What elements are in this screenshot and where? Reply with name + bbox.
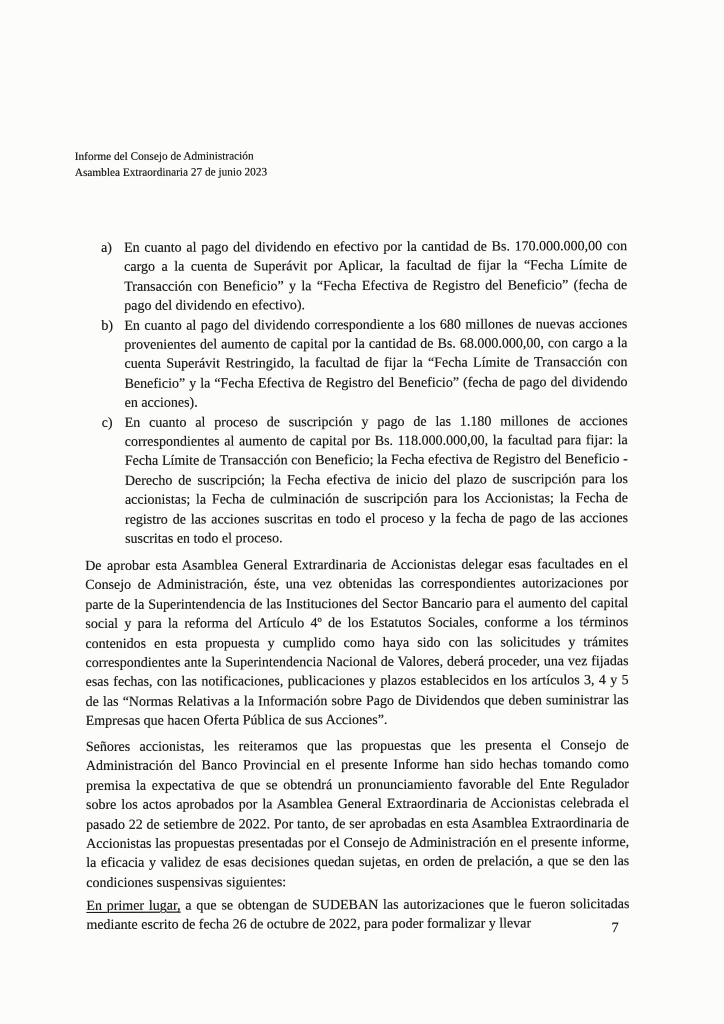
list-text-a: En cuanto al pago del dividendo en efectivo por la cantidad de Bs. 170.000.000,00 con cargo a la cuenta de Superávit por Aplicar, la facultad de fijar la “Fecha Límite de Transacción con Beneficio” y la “Fecha Efectiva de Registro del Beneficio” (fecha de pago del dividendo en efectivo). <box>124 239 628 315</box>
list-item-b <box>84 315 627 414</box>
list-text-b: En cuanto al pago del dividendo correspondiente a los 680 millones de nuevas acciones provenientes del aumento de capital por la cantidad de Bs. 68.000.000,00, con cargo a la cuenta Superávit Restringido, la facultad de fijar la “Fecha Límite de Transacción con Beneficio” y la “Fecha Efectiva de Registro del Beneficio” (fecha de pago del dividendo en acciones). <box>124 316 628 412</box>
list-item-c <box>85 412 628 550</box>
underlined-phrase-en-primer-lugar: En primer lugar, <box>86 898 181 914</box>
list-text-c: En cuanto al proceso de suscripción y pago de las 1.180 millones de acciones correspondientes al aumento de capital por Bs. 118.000.000,00, la facultad para fijar: la Fecha Límite de Transacción con Beneficio; la Fecha efectiva de Registro del Beneficio - Derecho de suscripción; la Fecha efectiva de inicio del plazo de suscripción para los accionistas; la Fecha de culminación de suscripción para los Accionistas; la Fecha de registro de las acciones suscritas en todo el proceso y la fecha de pago de las acciones suscritas en todo el proceso. <box>124 413 629 547</box>
paragraph-delegation: De aprobar esta Asamblea General Extrardinaria de Accionistas delegar esas facultades en el Consejo de Administración, éste, una vez obtenidas las correspondientes autorizaciones por parte de la Superintendencia de las Instituciones del Sector Bancario para el aumento del capital social y para la reforma del Artículo 4º de los Estatutos Sociales, conforme a los términos contenidos en esta propuesta y cumplido como haya sido con las solicitudes y trámites correspondientes ante la Superintendencia Nacional de Valores, deberá proceder, una vez fijadas esas fechas, con las notificaciones, publicaciones y plazos establecidos en los artículos 3, 4 y 5 de las “Normas Relativas a la Información sobre Pago de Dividendos que deben suministrar las Empresas que hacen Oferta Pública de sus Acciones”. <box>85 557 629 730</box>
page-number: 7 <box>611 920 619 937</box>
list-marker-c: c) <box>101 415 113 431</box>
list-marker-b: b) <box>101 318 114 334</box>
header-assembly-date: Asamblea Extraordinaria 27 de junio 2023 <box>74 165 268 179</box>
list-marker-a: a) <box>101 240 112 256</box>
list-item-a <box>84 237 627 317</box>
paragraph-first-condition <box>86 895 629 936</box>
facultades-list <box>84 237 628 549</box>
first-condition-text: a que se obtengan de SUDEBAN las autorizaciones que le fueron solicitadas mediante escrito de fecha 26 de octubre de 2022, para poder formalizar y llevar <box>86 897 630 934</box>
paragraph-shareholders: Señores accionistas, les reiteramos que las propuestas que les presenta el Consejo de Administración del Banco Provincial en el presente Informe han sido hechas tomando como premisa la expectativa de que se obtendrá un pronunciamiento favorable del Ente Regulador sobre los actos aprobados por la Asamblea General Extraordinaria de Accionistas celebrada el pasado 22 de setiembre de 2022. Por tanto, de ser aprobadas en esta Asamblea Extraordinaria de Accionistas las propuestas presentadas por el Consejo de Administración en el presente informe, la eficacia y validez de esas decisiones quedan sujetas, en orden de prelación, a que se den las condiciones suspensivas siguientes: <box>85 738 630 891</box>
header-report-title: Informe del Consejo de Administración <box>74 150 254 164</box>
document-header <box>75 149 267 181</box>
